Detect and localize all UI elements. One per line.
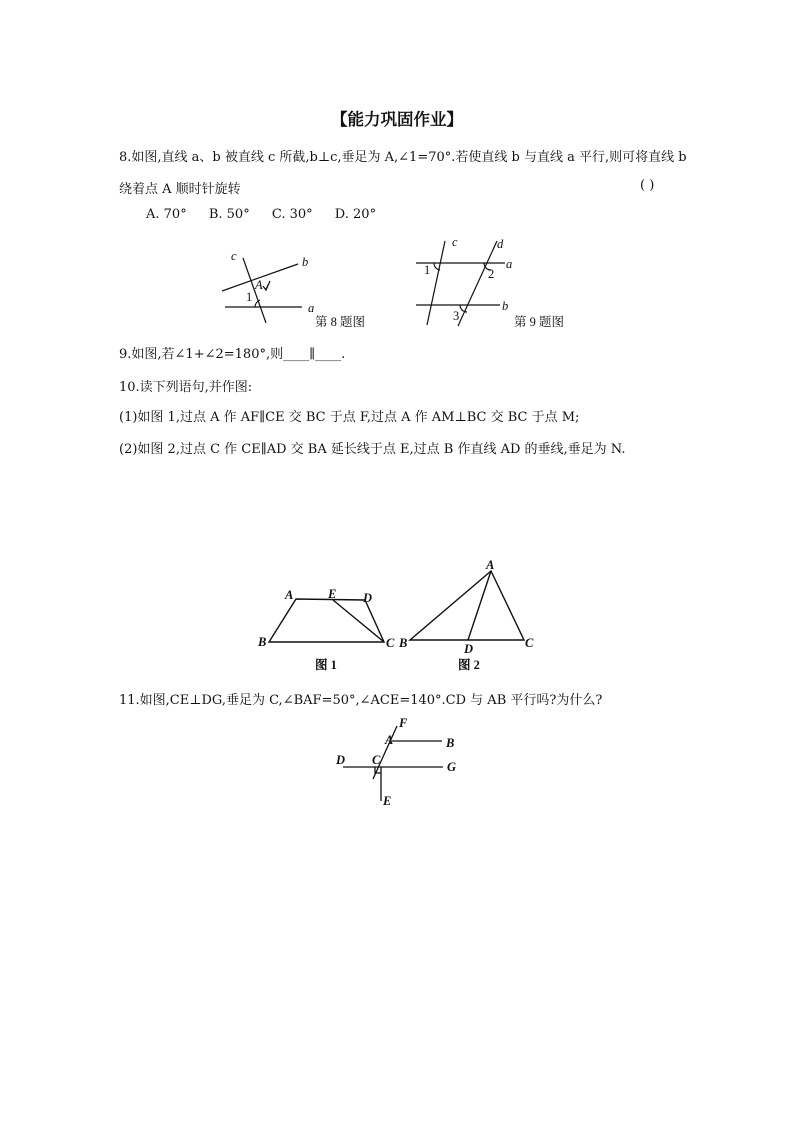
q10-fig2-label-A: A <box>486 558 495 572</box>
q11-label-C: C <box>372 753 381 767</box>
q10-fig2-label-C: C <box>525 636 534 650</box>
q10-item1: (1)如图 1,过点 A 作 AF∥CE 交 BC 于点 F,过点 A 作 AM⊥BC 交 BC 于点 M; <box>119 410 580 425</box>
q8-text-line1: 8.如图,直线 a、b 被直线 c 所截,b⊥c,垂足为 A,∠1=70°.若使直线 b 与直线 a 平行,则可将直线 b <box>119 150 687 165</box>
q10-fig2-label-D: D <box>464 642 474 656</box>
q10-fig1-label-B: B <box>258 635 267 649</box>
q10-item2: (2)如图 2,过点 C 作 CE∥AD 交 BA 延长线于点 E,过点 B 作直线 AD 的垂线,垂足为 N. <box>119 442 626 457</box>
q9-line-c <box>427 241 445 325</box>
q11-label-G: G <box>447 760 457 774</box>
q9-label-b: b <box>502 299 509 313</box>
q8-option-c: C. 30° <box>271 207 313 222</box>
q10-fig1-caption: 图 1 <box>315 658 337 672</box>
q10-fig1-label-D: D <box>363 591 373 605</box>
q10-fig2-triangle <box>410 571 524 640</box>
q9-label-d: d <box>497 237 504 251</box>
q9-label-angle1: 1 <box>424 263 431 277</box>
q8-figure-caption: 第 8 题图 <box>315 315 366 329</box>
q9-label-angle2: 2 <box>488 267 495 281</box>
q10-fig1-segment-EC <box>333 600 384 642</box>
q8-option-a: A. 70° <box>146 207 187 222</box>
q10-fig2-caption: 图 2 <box>458 658 480 672</box>
q11-text: 11.如图,CE⊥DG,垂足为 C,∠BAF=50°,∠ACE=140°.CD 与 AB 平行吗?为什么? <box>119 693 603 708</box>
q8-label-b: b <box>302 255 309 269</box>
q11-label-E: E <box>383 794 392 808</box>
q10-fig1-label-A: A <box>285 588 294 602</box>
q8-rotation-arrowhead <box>263 285 268 290</box>
q8-option-d: D. 20° <box>334 207 377 222</box>
q8-label-a: a <box>308 301 315 315</box>
q9-line-d <box>458 241 497 326</box>
q11-label-B: B <box>446 736 455 750</box>
q10-fig1 <box>269 599 384 642</box>
q9-figure-caption: 第 9 题图 <box>514 315 565 329</box>
q8-option-b: B. 50° <box>208 207 250 222</box>
q10-fig1-trapezoid <box>269 599 384 642</box>
q9-label-c: c <box>452 235 458 249</box>
q8-label-A: A <box>255 278 263 292</box>
q8-answer-bracket: ( ) <box>640 178 655 193</box>
q8-label-c: c <box>231 249 237 263</box>
q10-fig1-label-C: C <box>386 636 395 650</box>
q9-label-angle3: 3 <box>453 309 460 323</box>
q9-figure <box>416 241 505 326</box>
q11-label-F: F <box>399 716 408 730</box>
q10-fig2 <box>410 571 524 640</box>
q11-label-A: A <box>385 733 394 747</box>
q8-label-angle1: 1 <box>246 290 253 304</box>
q10-fig2-label-B: B <box>399 636 408 650</box>
q11-label-D: D <box>336 753 346 767</box>
q9-label-a: a <box>506 257 513 271</box>
q10-intro: 10.读下列语句,并作图: <box>119 380 253 395</box>
q10-fig1-label-E: E <box>328 587 337 601</box>
q8-text-line2: 绕着点 A 顺时针旋转 <box>119 182 241 197</box>
q9-text: 9.如图,若∠1+∠2=180°,则____∥____. <box>119 347 346 362</box>
page-title: 【能力巩固作业】 <box>331 110 463 129</box>
